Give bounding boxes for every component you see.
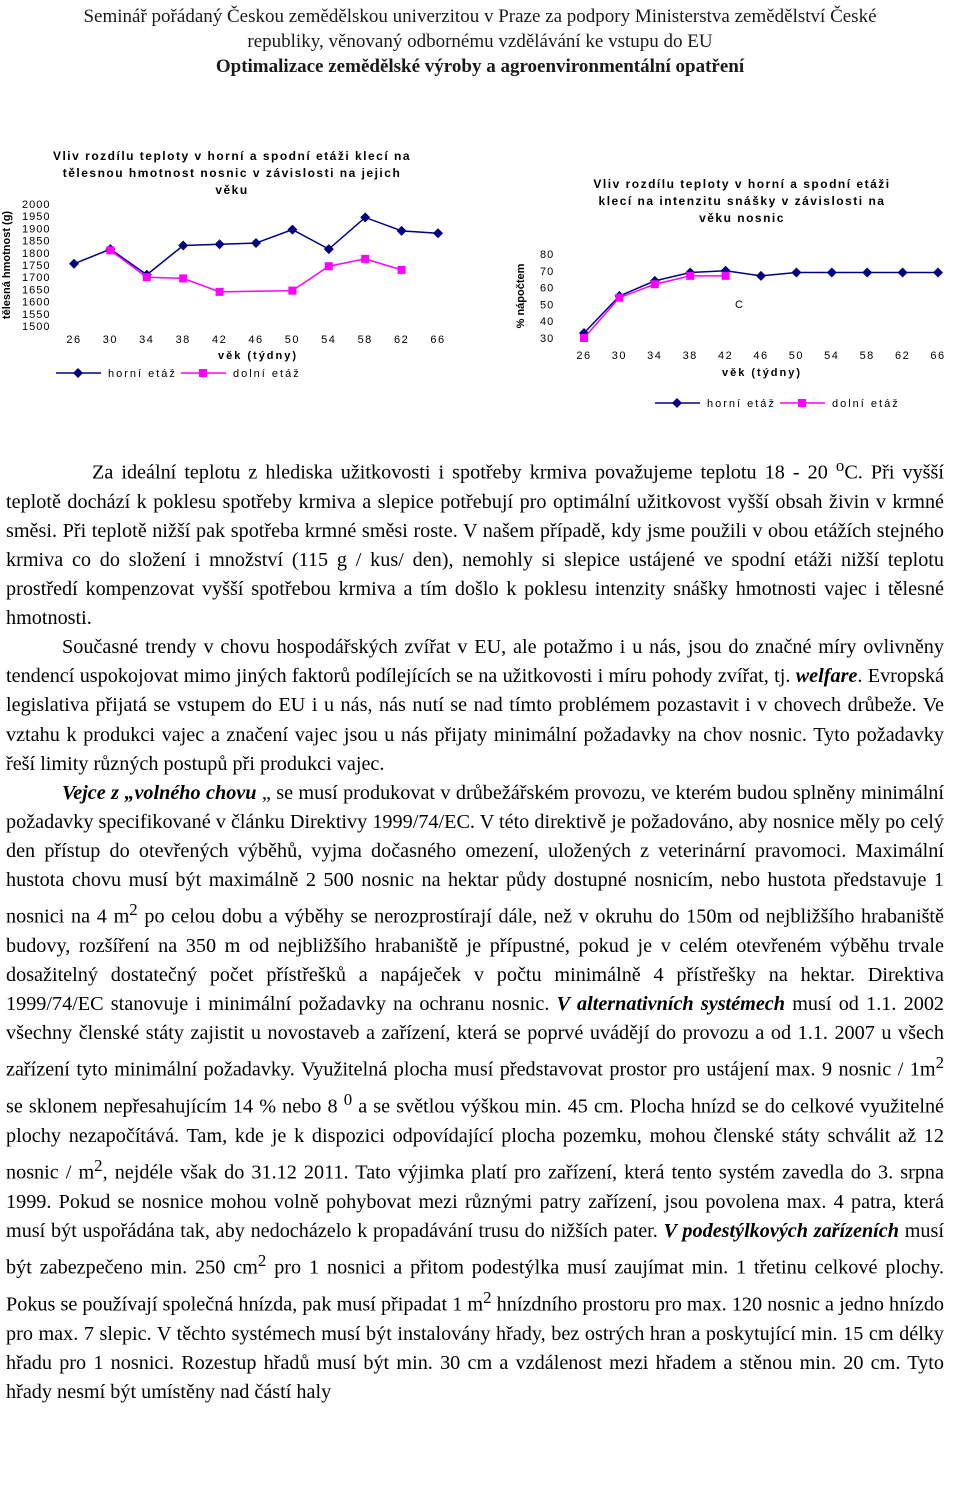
p3-heading-litter: V podestýlkových zařízeních — [663, 1220, 899, 1243]
x-axis-label: věk (týdny) — [721, 367, 803, 379]
data-point — [106, 246, 114, 254]
page-header — [0, 4, 960, 79]
y-axis-label: tělesná hmotnost (g) — [1, 210, 13, 320]
legend-label: horní etáž — [707, 398, 776, 410]
data-point — [898, 267, 908, 277]
chart-title-line: věku — [215, 183, 249, 197]
x-tick-label: 62 — [894, 350, 911, 362]
paragraph-1 — [6, 451, 944, 633]
body-text — [6, 451, 944, 1407]
p3-sup-6: 2 — [483, 1287, 492, 1307]
data-point — [325, 262, 333, 270]
x-tick-label: 38 — [175, 334, 191, 346]
x-tick-label: 58 — [357, 334, 373, 346]
x-axis-label: věk (týdny) — [217, 350, 299, 362]
p3-text-b: po celou dobu a výběhy se nerozprostírají dále, než v okruhu do 150m od nejbližšího hrabaniště budovy, rozšíření na 350 m od nejbližšího hrabaniště je přípustné, pokud je v celém otevřeném výběhu trvale dosažitelný dostatečný počet přístřešků a napáječek v počtu minimálně 4 přístřešky na hektar. Direktiva 1999/74/EC stanovuje i minimální požadavky na ochranu nosnic. — [6, 905, 944, 1016]
data-point — [756, 271, 766, 281]
chart-laying-intensity — [510, 170, 960, 420]
x-tick-label: 30 — [611, 350, 628, 362]
data-point — [827, 267, 837, 277]
p2-welfare: welfare — [795, 665, 858, 688]
y-tick-label: 1850 — [22, 235, 51, 248]
p3-text-c: musí od 1.1. 2002 všechny členské státy zajistit u novostaveb a zařízení, která se poprvé uvádějí do provozu a od 1.1. 2007 u všech zařízení tyto minimální požadavky. Využitelná plocha musí představovat prostor pro ustájení max. 9 nosnic / 1m — [6, 993, 945, 1082]
y-tick-label: 40 — [540, 316, 555, 329]
paragraph-2 — [6, 633, 944, 778]
legend-marker — [73, 368, 83, 378]
series-line-dolni — [110, 250, 401, 291]
p3-sup-2: 2 — [935, 1053, 944, 1073]
paragraph-3 — [6, 779, 944, 1407]
data-point — [216, 288, 224, 296]
x-tick-label: 38 — [682, 350, 698, 362]
y-axis-label: % nápočtem — [515, 263, 527, 329]
x-tick-label: 50 — [788, 350, 805, 362]
chart-body-weight — [0, 140, 460, 390]
y-tick-label: 1600 — [22, 296, 51, 309]
p3-sup-5: 2 — [257, 1251, 267, 1271]
header-line-2: republiky, věnovaný odbornému vzdělávání ke vstupu do EU — [247, 31, 713, 52]
data-point — [433, 228, 443, 238]
p3-heading-free-range: Vejce z „volného chovu — [62, 781, 257, 804]
data-point — [288, 287, 296, 295]
p1-text-b: C. Při vyšší teplotě dochází k poklesu spotřeby krmiva a slepice potřebují pro optimální užitkovost vyšší obsah živin v krmné směsi. Při teplotě nižší pak spotřeba krmné směsi roste. V našem případě, kdy jsme použili v obou etážích stejného krmiva co do složení i množství (115 g / kus/ den), nemohly si slepice ustájené ve spodní etáži nižší teplotu prostředí kompenzovat vyšší spotřebou krmiva a tím došlo k poklesu intenzity snášky hmotnosti vajec i tělesné hmotnosti. — [6, 461, 944, 630]
legend-label: dolní etáž — [233, 368, 301, 380]
y-tick-label: 50 — [540, 299, 555, 312]
chart-title-line: tělesnou hmotnost nosnic v závislosti na jejich — [62, 166, 402, 180]
chart-title-line: věku nosnic — [699, 211, 785, 225]
x-tick-label: 66 — [930, 350, 946, 362]
header-title: Optimalizace zemědělské výroby a agroenvironmentální opatření — [215, 56, 745, 77]
data-point — [580, 334, 588, 342]
x-tick-label: 62 — [393, 334, 410, 346]
y-tick-label: 30 — [540, 333, 555, 345]
y-tick-label: 1500 — [22, 321, 51, 333]
y-tick-label: 1700 — [22, 272, 51, 285]
x-tick-label: 58 — [859, 350, 875, 362]
p2-text-a: Současné trendy v chovu hospodářských zvířat v EU, ale potažmo i u nás, jsou do značné míry ovlivněny tendencí uspokojovat mimo jiných faktorů podílejících se na užitkovosti i míru pohody zvířat, tj. — [6, 636, 944, 688]
data-point — [251, 238, 261, 248]
p3-sup-3: 0 — [343, 1090, 353, 1110]
x-tick-label: 26 — [66, 334, 82, 346]
y-tick-label: 1800 — [22, 247, 51, 260]
p3-sup-1: 2 — [129, 900, 138, 920]
y-tick-label: 1650 — [22, 284, 51, 297]
data-point — [722, 272, 730, 280]
x-tick-label: 54 — [824, 350, 840, 362]
p3-text-h: pro 1 nosnici a přitom podestýlka musí zaujímat min. 1 třetinu celkové plochy. Pokus se používají společná hnízda, pak musí připadat 1 m — [6, 1256, 945, 1316]
data-point — [143, 273, 151, 281]
chart-laying-intensity-svg — [510, 170, 960, 420]
y-tick-label: 60 — [540, 282, 555, 295]
data-point — [862, 267, 872, 277]
y-tick-label: 1550 — [22, 308, 51, 321]
x-tick-label: 26 — [576, 350, 592, 362]
chart-annotation: C — [735, 299, 743, 311]
p3-text-f: , nejdéle však do 31.12 2011. Tato výjimka platí pro zařízení, která tento systém zavedla do 3. srpna 1999. Pokud se nosnice mohou volně pohybovat mezi různými patry zařízení, jsou povolena max. 4 patra, která musí být uspořádána tak, aby nedocházelo k propadávání trusu do nižších pater. — [6, 1161, 944, 1243]
x-tick-label: 34 — [647, 350, 663, 362]
chart-title-line: Vliv rozdílu teploty v horní a spodní etáži klecí na — [52, 149, 412, 163]
legend-label: horní etáž — [108, 368, 177, 380]
x-tick-label: 30 — [102, 334, 119, 346]
x-tick-label: 34 — [139, 334, 155, 346]
y-tick-label: 70 — [540, 265, 555, 278]
data-point — [615, 294, 623, 302]
chart-title-line: klecí na intenzitu snášky v závislosti na — [598, 194, 886, 208]
legend-marker — [199, 369, 207, 377]
data-point — [397, 226, 407, 236]
legend-marker — [798, 399, 806, 407]
y-tick-label: 1900 — [22, 223, 51, 236]
legend-marker — [672, 398, 682, 408]
data-point — [179, 274, 187, 282]
p3-text-a: „ se musí produkovat v drůbežářském provozu, ve kterém budou splněny minimální požadavky specifikované v článku Direktivy 1999/74/EC. V této direktivě je požadováno, aby nosnice měly po celý den přístup do otevřených výběhů, vyjma dočasného omezení, uložených z veterinární pravomoci. Maximální hustota chovu musí být maximálně 2 500 nosnic na hektar půdy dostupné nosnicím, nebo hustota představuje 1 nosnici na 4 m — [6, 781, 945, 928]
p3-sup-4: 2 — [94, 1156, 103, 1176]
y-tick-label: 1750 — [22, 260, 51, 272]
data-point — [651, 280, 659, 288]
x-tick-label: 54 — [321, 334, 337, 346]
p1-text-a: Za ideální teplotu z hlediska užitkovosti i spotřeby krmiva považujeme teplotu 18 - 20 — [92, 461, 836, 484]
p3-text-e: a se světlou výškou min. 45 cm. Plocha hnízd se do celkové využitelné plochy nezapočítává. Tam, kde je k dispozici odpovídající plocha pozemku, mohou členské státy schválit až 12 nosnic / m — [6, 1095, 944, 1184]
chart-body-weight-svg — [0, 140, 460, 390]
data-point — [398, 266, 406, 274]
header-line-1: Seminář pořádaný Českou zemědělskou univerzitou v Praze za podpory Ministerstva zemědělství České — [83, 6, 877, 27]
data-point — [287, 225, 297, 235]
x-tick-label: 42 — [211, 334, 228, 346]
data-point — [686, 272, 694, 280]
p3-text-g: musí být zabezpečeno min. 250 cm — [6, 1220, 944, 1279]
data-point — [791, 267, 801, 277]
y-tick-label: 80 — [540, 249, 555, 261]
legend-label: dolní etáž — [832, 398, 900, 410]
p3-text-d: se sklonem nepřesahujícím 14 % nebo 8 — [6, 1095, 344, 1118]
p1-sup: o — [835, 456, 845, 475]
y-tick-label: 1950 — [22, 211, 51, 224]
data-point — [215, 239, 225, 249]
data-point — [69, 259, 79, 269]
data-point — [361, 255, 369, 263]
x-tick-label: 46 — [248, 334, 264, 346]
p3-heading-alternative: V alternativních systémech — [556, 993, 785, 1016]
p3-text-i: hnízdního prostoru pro max. 120 nosnic a jedno hnízdo pro max. 7 slepic. V těchto systémech musí být instalovány hřady, bez ostrých hran a poskytující min. 15 cm délky hřadu pro 1 nosnici. Rozestup hřadů musí být min. 30 cm a vzdálenost mezi hřadem a stěnou min. 20 cm. Tyto hřady nesmí být umístěny nad částí haly — [6, 1293, 945, 1403]
x-tick-label: 46 — [753, 350, 769, 362]
p2-text-b: . Evropská legislativa přijatá se vstupem do EU i u nás, nás nutí se nad tímto problémem pozastavit i v chovech drůbeže. Ve vztahu k produkci vajec a značení vajec jsou u nás přijaty minimální požadavky na chov nosnic. Tyto požadavky řeší limity různých postupů při produkci vajec. — [6, 665, 944, 775]
x-tick-label: 42 — [717, 350, 734, 362]
y-tick-label: 2000 — [22, 199, 51, 211]
x-tick-label: 66 — [430, 334, 446, 346]
chart-title-line: Vliv rozdílu teploty v horní a spodní etáži — [593, 177, 891, 191]
x-tick-label: 50 — [284, 334, 301, 346]
data-point — [933, 267, 943, 277]
